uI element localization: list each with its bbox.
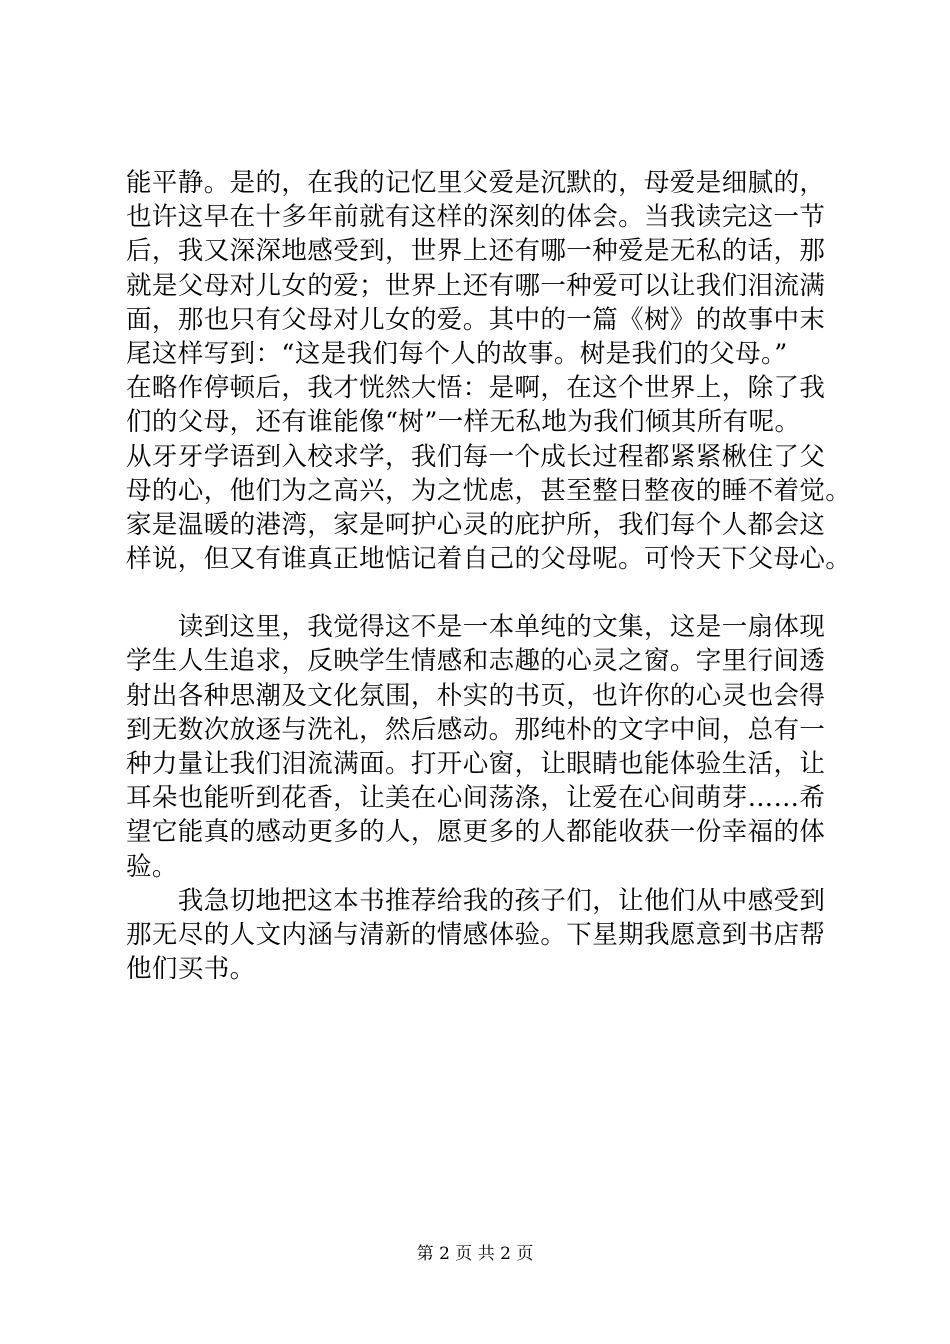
paragraph-2: [126, 610, 836, 884]
text-line: 耳朵也能听到花香，让美在心间荡涤，让爱在心间萌芽……希: [126, 783, 826, 814]
paragraph-spacer: [126, 576, 836, 610]
text-line: 他们买书。: [126, 954, 256, 985]
text-line: 到无数次放逐与洗礼，然后感动。那纯朴的文字中间，总有一: [126, 714, 826, 745]
text-line: 样说，但又有谁真正地惦记着自己的父母呢。可怜天下父母心。: [126, 544, 852, 575]
text-line: 面，那也只有父母对儿女的爱。其中的一篇《树》的故事中末: [126, 304, 826, 335]
text-line: 后，我又深深地感受到，世界上还有哪一种爱是无私的话，那: [126, 236, 826, 267]
paragraph-1: [126, 166, 852, 576]
text-line: 在略作停顿后，我才恍然大悟：是啊，在这个世界上，除了我: [126, 373, 826, 404]
text-line: 验。: [126, 851, 178, 882]
text-line: 们的父母，还有谁能像“树”一样无私地为我们倾其所有呢。: [126, 407, 801, 438]
text-line: 我急切地把这本书推荐给我的孩子们，让他们从中感受到: [126, 885, 826, 916]
text-line: 望它能真的感动更多的人，愿更多的人都能收获一份幸福的体: [126, 817, 826, 848]
text-line: 读到这里，我觉得这不是一本单纯的文集，这是一扇体现: [126, 612, 826, 643]
text-line: 射出各种思潮及文化氛围，朴实的书页，也许你的心灵也会得: [126, 680, 826, 711]
text-line: 家是温暖的港湾，家是呵护心灵的庇护所，我们每个人都会这: [126, 509, 826, 540]
text-line: 种力量让我们泪流满面。打开心窗，让眼睛也能体验生活，让: [126, 749, 826, 779]
page-number-footer: 第 2 页 共 2 页: [416, 1244, 534, 1264]
text-line: 那无尽的人文内涵与清新的情感体验。下星期我愿意到书店帮: [126, 919, 826, 950]
text-line: 就是父母对儿女的爱；世界上还有哪一种爱可以让我们泪流满: [126, 270, 826, 301]
paragraph-3: [126, 884, 836, 987]
text-line: 能平静。是的，在我的记忆里父爱是沉默的，母爱是细腻的，: [126, 168, 826, 198]
text-line: 学生人生追求，反映学生情感和志趣的心灵之窗。字里行间透: [126, 646, 826, 677]
text-line: 从牙牙学语到入校求学，我们每一个成长过程都紧紧楸住了父: [126, 441, 826, 472]
text-line: 尾这样写到：“这是我们每个人的故事。树是我们的父母。”: [126, 338, 788, 369]
text-line: 母的心，他们为之高兴，为之忧虑，甚至整日整夜的睡不着觉。: [126, 475, 852, 506]
document-body: [126, 166, 852, 986]
text-line: 也许这早在十多年前就有这样的深刻的体会。当我读完这一节: [126, 202, 826, 233]
